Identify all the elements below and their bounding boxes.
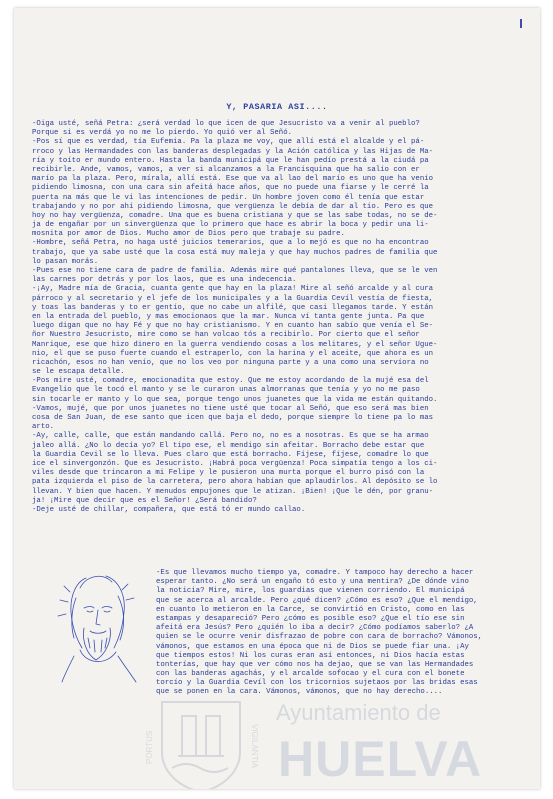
text-line: esperar tanto. ¿No será un engaño tó esto y una mentira? ¿De dónde vino bbox=[156, 578, 469, 587]
text-line: puerta na más que le ví las intenciones de pedir. Un hombre joven como él tenía que estar bbox=[32, 193, 425, 202]
text-line: recibirle. Ande, vamos, vamos, a ver si alcanzamos a la Francisquina que ha salío con er bbox=[32, 165, 420, 174]
text-line: Porque si es verdá yo no me lo pierdo. Yo quió ver al Señó. bbox=[32, 129, 293, 138]
text-line: las carnes por detrás y por los laos, que es una indecencia. bbox=[32, 276, 297, 285]
text-line: afeitá era Jesús? Pero ¿quién lo iba a decir? ¿Cómo podíamos saberlo? ¿A bbox=[156, 624, 474, 633]
main-text-block bbox=[32, 120, 529, 515]
text-line: -Pos sí que es verdad, tía Eufemia. Pa la plaza me voy, que allí está el alcalde y el pá- bbox=[32, 138, 425, 147]
text-line: llevan. Y bien que hacen. Y menudos empujones que le atizan. ¡Bien! ¡Que le dén, por granu- bbox=[32, 487, 434, 496]
text-line: que se ponen en la cara. Vámonos, vámonos, que no hay derecho.... bbox=[156, 688, 443, 697]
text-line: la noticia? Mire, mire, los guardias que vienen corriendo. El municipá bbox=[156, 587, 465, 596]
document-title: Y, PASARIA ASI.... bbox=[226, 102, 328, 112]
document-page bbox=[14, 8, 540, 789]
text-line: quien se le ocurre venir disfrazao de pobre con cara de borracho? Vámonos, bbox=[156, 633, 483, 642]
text-line: ja! ¡Mire que decir que es el Señor! ¿Será bandido? bbox=[32, 496, 257, 505]
text-line: en la entrada del pueblo, y mas emocionaos que la mar. Nunca ví tanta gente junta. Pa que bbox=[32, 312, 425, 321]
text-line: la Guardia Cevil se lo lleva. Pues claro que está borracho. Fíjese, fíjese, comadre lo que bbox=[32, 450, 429, 459]
text-line: -Vamos, mujé, que por unos juanetes no tiene usté que tocar al Señó, que eso será mas bien bbox=[32, 404, 429, 413]
text-line: vámonos, que estamos en una época que ni de Dios se puede fiar una. ¡Ay bbox=[156, 642, 469, 651]
text-line: ice el sinvergonzón. Que es Jesucristo. ¡Habrá poca vergüenza! Poca simpatía tengo a los ci- bbox=[32, 459, 438, 468]
watermark-line-1: Ayuntamiento de bbox=[276, 700, 441, 725]
text-line: que se acerca al arcalde. Pero ¿qué dicen? ¿Cómo es eso? ¿Que el mendigo, bbox=[156, 596, 478, 605]
watermark-line-2: HUELVA bbox=[278, 731, 483, 787]
text-line: -Pos mire usté, comadre, emocionadita que estoy. Que me estoy acordando de la mujé esa del bbox=[32, 377, 429, 386]
text-line: -Pues ese no tiene cara de padre de familia. Además mire qué pantalones lleva, que se le ven bbox=[32, 267, 438, 275]
text-line: -Hombre, señá Petra, no haga usté juicios temerarios, que a lo mejó es que no ha encontrao bbox=[32, 239, 429, 248]
text-line: ja de engañar por un sinvergüenza que lo primero que hace es abrir la boca y pedir una li- bbox=[32, 221, 429, 230]
text-line: estampas y desapareció? Pero ¿cómo es posible eso? ¿Que el tío ese sin bbox=[156, 614, 465, 623]
text-line: trabajo, que ya sabe usté que la cosa está muy maleja y que hay muchos padres de familia que bbox=[32, 248, 438, 257]
text-line: con las banderas agachás, y el arcalde sofocao y el cura con el bonete bbox=[156, 670, 465, 679]
text-line: Evangelio que le tocó el manto y se le curaron unas almorranas que tenía y yo no me paso bbox=[32, 386, 420, 395]
text-line: -Es que llevamos mucho tiempo ya, comadre. Y tampoco hay derecho a hacer bbox=[156, 569, 474, 577]
seal-text-right: VIGILANTIA bbox=[250, 724, 259, 769]
text-line: y toas las banderas y to er gentío, que no cabe un alfilé, que casi llegamos tarde. Y están bbox=[32, 303, 434, 312]
city-seal-watermark-icon bbox=[142, 694, 260, 789]
text-line: arto. bbox=[32, 423, 55, 432]
text-line: se le escapa detalle. bbox=[32, 368, 125, 377]
text-line: jaleo allá. ¿No lo decía yo? El tipo ese, el mendigo sin afeitar. Borracho debe estar que bbox=[32, 441, 425, 450]
text-line: que tiempos estos! Ni los curas eran así entonces, ni Dios hacía estas bbox=[156, 651, 465, 660]
text-line: rroco y las Hermandades con las banderas desplegadas y la Ación católica y las Hijas de Ma- bbox=[32, 147, 434, 156]
text-line: hoy no hay vergüenza, comadre. Una que es buena cristiana y que se las sabe todas, no se de- bbox=[32, 211, 438, 220]
text-line: torcío y la Guardia Cevíl con los tricornios sujetaos por las bridas esas bbox=[156, 679, 478, 688]
text-line: -Ay, calle, calle, que están mandando callá. Pero no, no es a nosotras. Es que se ha armao bbox=[32, 432, 429, 441]
text-line: párroco y al secretario y el jefe de los municipales y a la Guardia Cevíl vestía de fiesta, bbox=[32, 294, 434, 303]
indented-text-block bbox=[156, 569, 536, 698]
text-line: luego digan que no hay Fé y que no hay cristianismo. Y en cuanto han sabío que venía el Se- bbox=[32, 322, 434, 331]
text-line: lo pasan morás. bbox=[32, 257, 99, 266]
text-line: -¡Ay, Madre mía de Gracia, cuanta gente que hay en la plaza! Mire al señó arcalde y al cura bbox=[32, 285, 434, 294]
corner-ink-mark bbox=[520, 19, 522, 28]
text-line: nio, el que se puso fuerte cuando el estraperlo, con la harina y el aceite, que ahora es un bbox=[32, 349, 434, 358]
text-line: ñor Nuestro Jesucristo, mire como se han volcao tós a recibirlo. Por cierto que el señor bbox=[32, 331, 420, 340]
text-line: tonterías, que hay que ver cómo nos ha dejao, que se van las Hermandades bbox=[156, 660, 474, 669]
seal-text-left: PORTUS bbox=[145, 730, 154, 764]
text-line: marío pa la plaza. Pero, mírala, allí está. Ese que va al lao del marío es uno que ha venío bbox=[32, 175, 434, 184]
text-line: en cuanto lo metieron en la Carce, se convirtió en Cristo, como en las bbox=[156, 605, 465, 614]
text-line: -Deje usté de chillar, compañera, que está tó er mundo callao. bbox=[32, 505, 306, 514]
text-line: pidiendo limosna, con una cara sin afeitá hace años, que no puede una fiarse y le cerré la bbox=[32, 184, 429, 193]
text-line: Manrique, ese que hizo dinero en la guerra vendiendo cosas a los melitares, y el señor Ugue- bbox=[32, 340, 438, 349]
text-line: viles desde que trincaron a mi Felipe y le pusieron una murta porque el burro pisó con la bbox=[32, 469, 425, 478]
text-line: ricachón, esos no han venío, que no los veo por ninguna parte y a una como una servíora no bbox=[32, 358, 429, 367]
text-line: mosnita por amor de Dios. Mucho amor de Dios pero que trabaje su padre. bbox=[32, 230, 345, 239]
text-line: sin tocarle er manto y lo que sea, porque tengo unos juanetes que la vida me están quitando. bbox=[32, 395, 438, 404]
text-line: pata izquierda el piso de la carretera, pero ahora habían que aplaudirlos. Al depósito se lo bbox=[32, 478, 438, 487]
jesus-face-sketch-icon bbox=[56, 568, 146, 686]
text-line: ría y toíto er mundo entero. Hasta la banda municipá que le han pedío prestá a la ciudá pa bbox=[32, 156, 429, 165]
text-line: cosa de San Juan, de ese santo que icen que baja el dedo, porque siempre lo tiene pa lo mas bbox=[32, 414, 434, 422]
text-line: -Oiga usté, señá Petra: ¿será verdad lo que icen de que Jesucristo va a venir al pueblo? bbox=[32, 120, 420, 128]
text-line: trabajando y no por ahí pidiendo limosna, que vergüenza le debía de dar al tío. Pero es que bbox=[32, 202, 434, 211]
